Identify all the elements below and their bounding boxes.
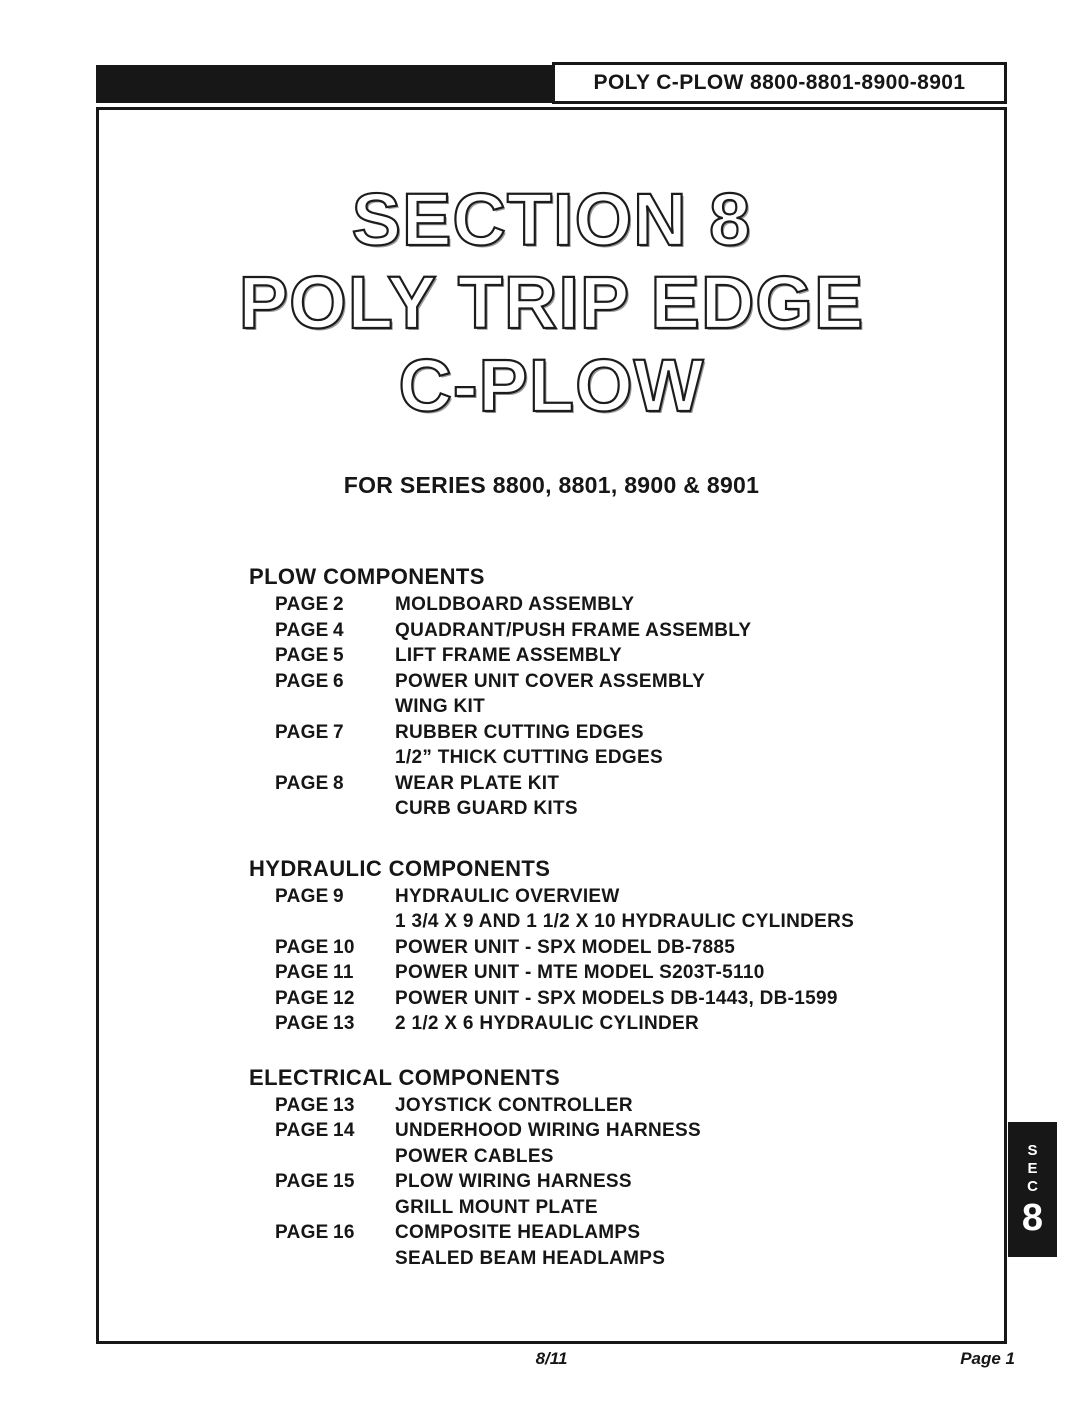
toc-row-page-number — [333, 1246, 395, 1272]
header-product-box — [552, 62, 1007, 104]
toc-row-title: 1 3/4 X 9 AND 1 1/2 X 10 HYDRAULIC CYLINDERS — [395, 911, 855, 932]
toc-row — [249, 1011, 969, 1037]
toc-row-page-number — [333, 796, 395, 822]
toc-row — [249, 669, 969, 695]
toc-row-title: MOLDBOARD ASSEMBLY — [395, 594, 635, 615]
toc-section — [249, 1063, 969, 1272]
toc-section-heading: ELECTRICAL COMPONENTS — [249, 1064, 561, 1090]
toc-row — [249, 884, 969, 910]
toc-row-page-number: 14 — [333, 1120, 355, 1141]
toc-row-page-number — [333, 694, 395, 720]
toc-rows — [249, 1093, 969, 1272]
toc-row-page-number — [333, 1195, 395, 1221]
footer-date: 8/11 — [535, 1349, 568, 1368]
toc-row-page-label — [275, 1195, 333, 1221]
toc-row — [249, 720, 969, 746]
toc-row-page-number: 15 — [333, 1171, 355, 1192]
toc-row-title: QUADRANT/PUSH FRAME ASSEMBLY — [395, 619, 752, 641]
toc-row-page-label — [275, 1144, 333, 1170]
toc-row — [249, 1169, 969, 1195]
toc-row — [249, 935, 969, 961]
toc-row-page-number: 16 — [333, 1222, 355, 1243]
toc-row-title: POWER UNIT COVER ASSEMBLY — [395, 670, 706, 692]
toc-row-page-label: PAGE — [275, 1222, 329, 1243]
toc-row-page-label — [275, 796, 333, 822]
side-tab-number: 8 — [1021, 1197, 1044, 1239]
section-title-line-2: POLY TRIP EDGE — [238, 261, 865, 344]
toc-row-page-label: PAGE — [275, 1171, 329, 1192]
toc-row-title: 2 1/2 X 6 HYDRAULIC CYLINDER — [395, 1013, 700, 1034]
toc-row-title: LIFT FRAME ASSEMBLY — [395, 645, 623, 666]
toc-row-title: COMPOSITE HEADLAMPS — [395, 1222, 641, 1243]
toc-row — [249, 1093, 969, 1119]
toc-row-page-label: PAGE — [275, 936, 329, 958]
toc-row — [249, 986, 969, 1012]
toc-row-page-label: PAGE — [275, 619, 329, 641]
toc-rows — [249, 884, 969, 1037]
toc-rows — [249, 592, 969, 822]
toc-section-heading: HYDRAULIC COMPONENTS — [249, 855, 551, 881]
toc-row-page-label — [275, 745, 333, 771]
toc-row-page-number: 9 — [333, 885, 344, 907]
toc-row-page-number: 13 — [333, 1013, 355, 1034]
toc-section — [249, 854, 969, 1037]
toc-row-page-label — [275, 909, 333, 935]
toc-row-title: HYDRAULIC OVERVIEW — [395, 885, 620, 907]
side-tab-letter-c: C — [1027, 1178, 1038, 1195]
toc-row — [249, 1118, 969, 1144]
toc-row-page-label — [275, 1246, 333, 1272]
toc-row-page-label: PAGE — [275, 885, 329, 907]
toc-section-heading: PLOW COMPONENTS — [249, 564, 485, 589]
toc-row-page-number: 10 — [333, 936, 355, 958]
toc-row-page-number: 13 — [333, 1094, 355, 1116]
toc-row-title: PLOW WIRING HARNESS — [395, 1171, 632, 1192]
toc-row — [249, 909, 969, 935]
section-title-line-3: C-PLOW — [398, 344, 705, 427]
toc-row-page-number: 5 — [333, 645, 344, 666]
toc-row — [249, 1144, 969, 1170]
toc-row — [249, 592, 969, 618]
toc-row-title: POWER CABLES — [395, 1145, 554, 1167]
toc-row-title: WEAR PLATE KIT — [395, 772, 560, 794]
toc-row-page-number: 8 — [333, 772, 344, 794]
toc-row-page-label: PAGE — [275, 670, 329, 692]
header-black-bar — [96, 65, 560, 103]
toc-row-page-label: PAGE — [275, 594, 329, 615]
toc-row-page-label: PAGE — [275, 645, 329, 666]
toc-row-page-number — [333, 745, 395, 771]
toc-row-page-label: PAGE — [275, 1094, 329, 1116]
toc-row-page-number: 4 — [333, 619, 344, 641]
toc-row — [249, 745, 969, 771]
toc-row-title: POWER UNIT - SPX MODEL DB-7885 — [395, 936, 736, 958]
footer-page-number: Page 1 — [960, 1349, 1015, 1368]
toc-row-page-number — [333, 1144, 395, 1170]
toc-row-page-label: PAGE — [275, 987, 329, 1009]
toc-row — [249, 1246, 969, 1272]
toc-row — [249, 796, 969, 822]
toc-row-title: GRILL MOUNT PLATE — [395, 1196, 598, 1218]
toc-row-title: POWER UNIT - SPX MODELS DB-1443, DB-1599 — [395, 987, 838, 1009]
toc-row-title: POWER UNIT - MTE MODEL S203T-5110 — [395, 962, 765, 983]
toc-row — [249, 1220, 969, 1246]
toc-row-page-label: PAGE — [275, 962, 329, 983]
section-title-block — [96, 178, 1007, 427]
toc-row-page-label: PAGE — [275, 1120, 329, 1141]
toc-row-page-label: PAGE — [275, 721, 329, 743]
toc-row-title: CURB GUARD KITS — [395, 798, 578, 819]
toc-row-page-number: 11 — [333, 962, 354, 983]
toc-row-page-number: 6 — [333, 670, 344, 692]
side-tab-letter-s: S — [1027, 1142, 1038, 1159]
toc-row-title: JOYSTICK CONTROLLER — [395, 1094, 633, 1116]
toc — [249, 562, 969, 1271]
toc-row-page-label — [275, 694, 333, 720]
toc-row-page-number — [333, 909, 395, 935]
toc-row — [249, 643, 969, 669]
toc-row-page-label: PAGE — [275, 1013, 329, 1034]
toc-row-title: UNDERHOOD WIRING HARNESS — [395, 1120, 701, 1141]
toc-row-page-number: 12 — [333, 987, 355, 1009]
series-subtitle: FOR SERIES 8800, 8801, 8900 & 8901 — [343, 472, 760, 498]
toc-row — [249, 960, 969, 986]
toc-row — [249, 1195, 969, 1221]
toc-row-page-label: PAGE — [275, 772, 329, 794]
section-side-tab — [1008, 1122, 1057, 1257]
toc-row — [249, 771, 969, 797]
toc-row-title: 1/2” THICK CUTTING EDGES — [395, 747, 663, 768]
toc-row-page-number: 2 — [333, 594, 344, 615]
toc-row — [249, 694, 969, 720]
toc-row — [249, 618, 969, 644]
section-title-line-1: SECTION 8 — [351, 178, 752, 261]
toc-row-title: SEALED BEAM HEADLAMPS — [395, 1247, 666, 1269]
header-product-title: POLY C-PLOW 8800-8801-8900-8901 — [593, 71, 966, 94]
toc-section — [249, 562, 969, 822]
side-tab-letter-e: E — [1027, 1160, 1038, 1177]
toc-row-page-number: 7 — [333, 721, 344, 743]
toc-row-title: RUBBER CUTTING EDGES — [395, 721, 644, 743]
toc-row-title: WING KIT — [395, 696, 485, 717]
